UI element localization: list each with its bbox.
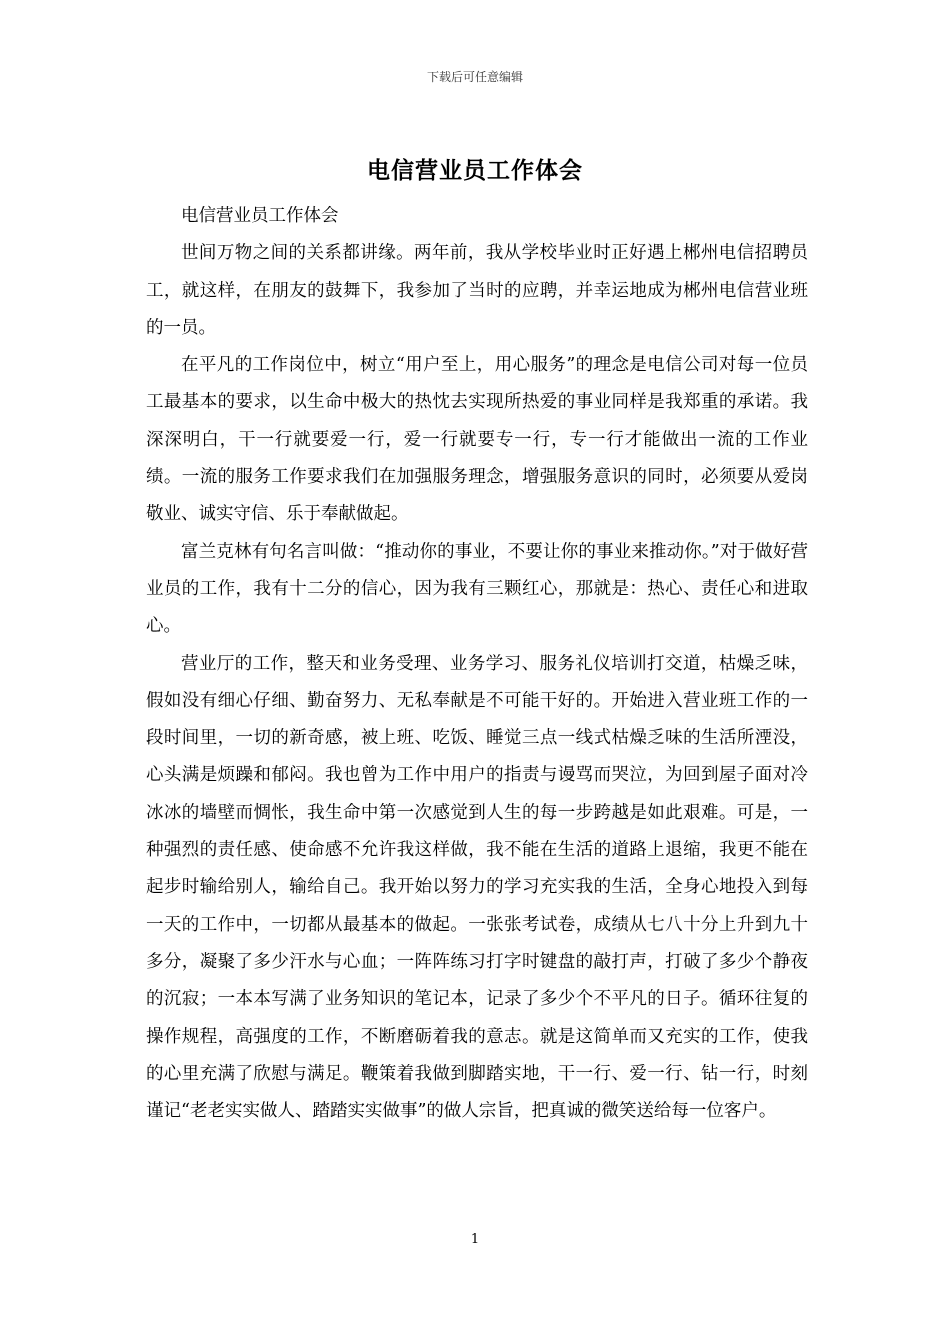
paragraph: 在平凡的工作岗位中，树立“用户至上，用心服务”的理念是电信公司对每一位员工最基本的要求，以生命中极大的热忱去实现所热爱的事业同样是我郑重的承诺。我深深明白，干一行就要爱一行，爱一行就要专一行，专一行才能做出一流的工作业绩。一流的服务工作要求我们在加强服务理念，增强服务意识的同时，必须要从爱岗敬业、诚实守信、乐于奉献做起。: [146, 355, 808, 525]
paragraph-subtitle: 电信营业员工作体会: [181, 206, 339, 226]
header-note: 下载后可任意编辑: [426, 70, 523, 84]
page-number: 1: [470, 1232, 480, 1247]
paragraph: 富兰克林有句名言叫做：“推动你的事业，不要让你的事业来推动你。”对于做好营业员的工作，我有十二分的信心，因为我有三颗红心，那就是：热心、责任心和进取心。: [146, 541, 808, 637]
document-body: [146, 198, 808, 1130]
paragraph: 世间万物之间的关系都讲缘。两年前，我从学校毕业时正好遇上郴州电信招聘员工，就这样，在朋友的鼓舞下，我参加了当时的应聘，并幸运地成为郴州电信营业班的一员。: [146, 243, 808, 338]
document-title: 电信营业员工作体会: [367, 158, 583, 184]
paragraph: 营业厅的工作，整天和业务受理、业务学习、服务礼仪培训打交道，枯燥乏味，假如没有细心仔细、勤奋努力、无私奉献是不可能干好的。开始进入营业班工作的一段时间里，一切的新奇感，被上班、吃饭、睡觉三点一线式枯燥乏味的生活所湮没，心头满是烦躁和郁闷。我也曾为工作中用户的指责与谩骂而哭泣，为回到屋子面对冷冰冰的墙壁而惆怅，我生命中第一次感觉到人生的每一步跨越是如此艰难。可是，一种强烈的责任感、使命感不允许我这样做，我不能在生活的道路上退缩，我更不能在起步时输给别人，输给自己。我开始以努力的学习充实我的生活，全身心地投入到每一天的工作中，一切都从最基本的做起。一张张考试卷，成绩从七八十分上升到九十多分，凝聚了多少汗水与心血；一阵阵练习打字时键盘的敲打声，打破了多少个静夜的沉寂；一本本写满了业务知识的笔记本，记录了多少个不平凡的日子。循环往复的操作规程，高强度的工作，不断磨砺着我的意志。就是这简单而又充实的工作，使我的心里充满了欣慰与满足。鞭策着我做到脚踏实地，干一行、爱一行、钻一行，时刻谨记“老老实实做人、踏踏实实做事”的做人宗旨，把真诚的微笑送给每一位客户。: [146, 653, 808, 1122]
